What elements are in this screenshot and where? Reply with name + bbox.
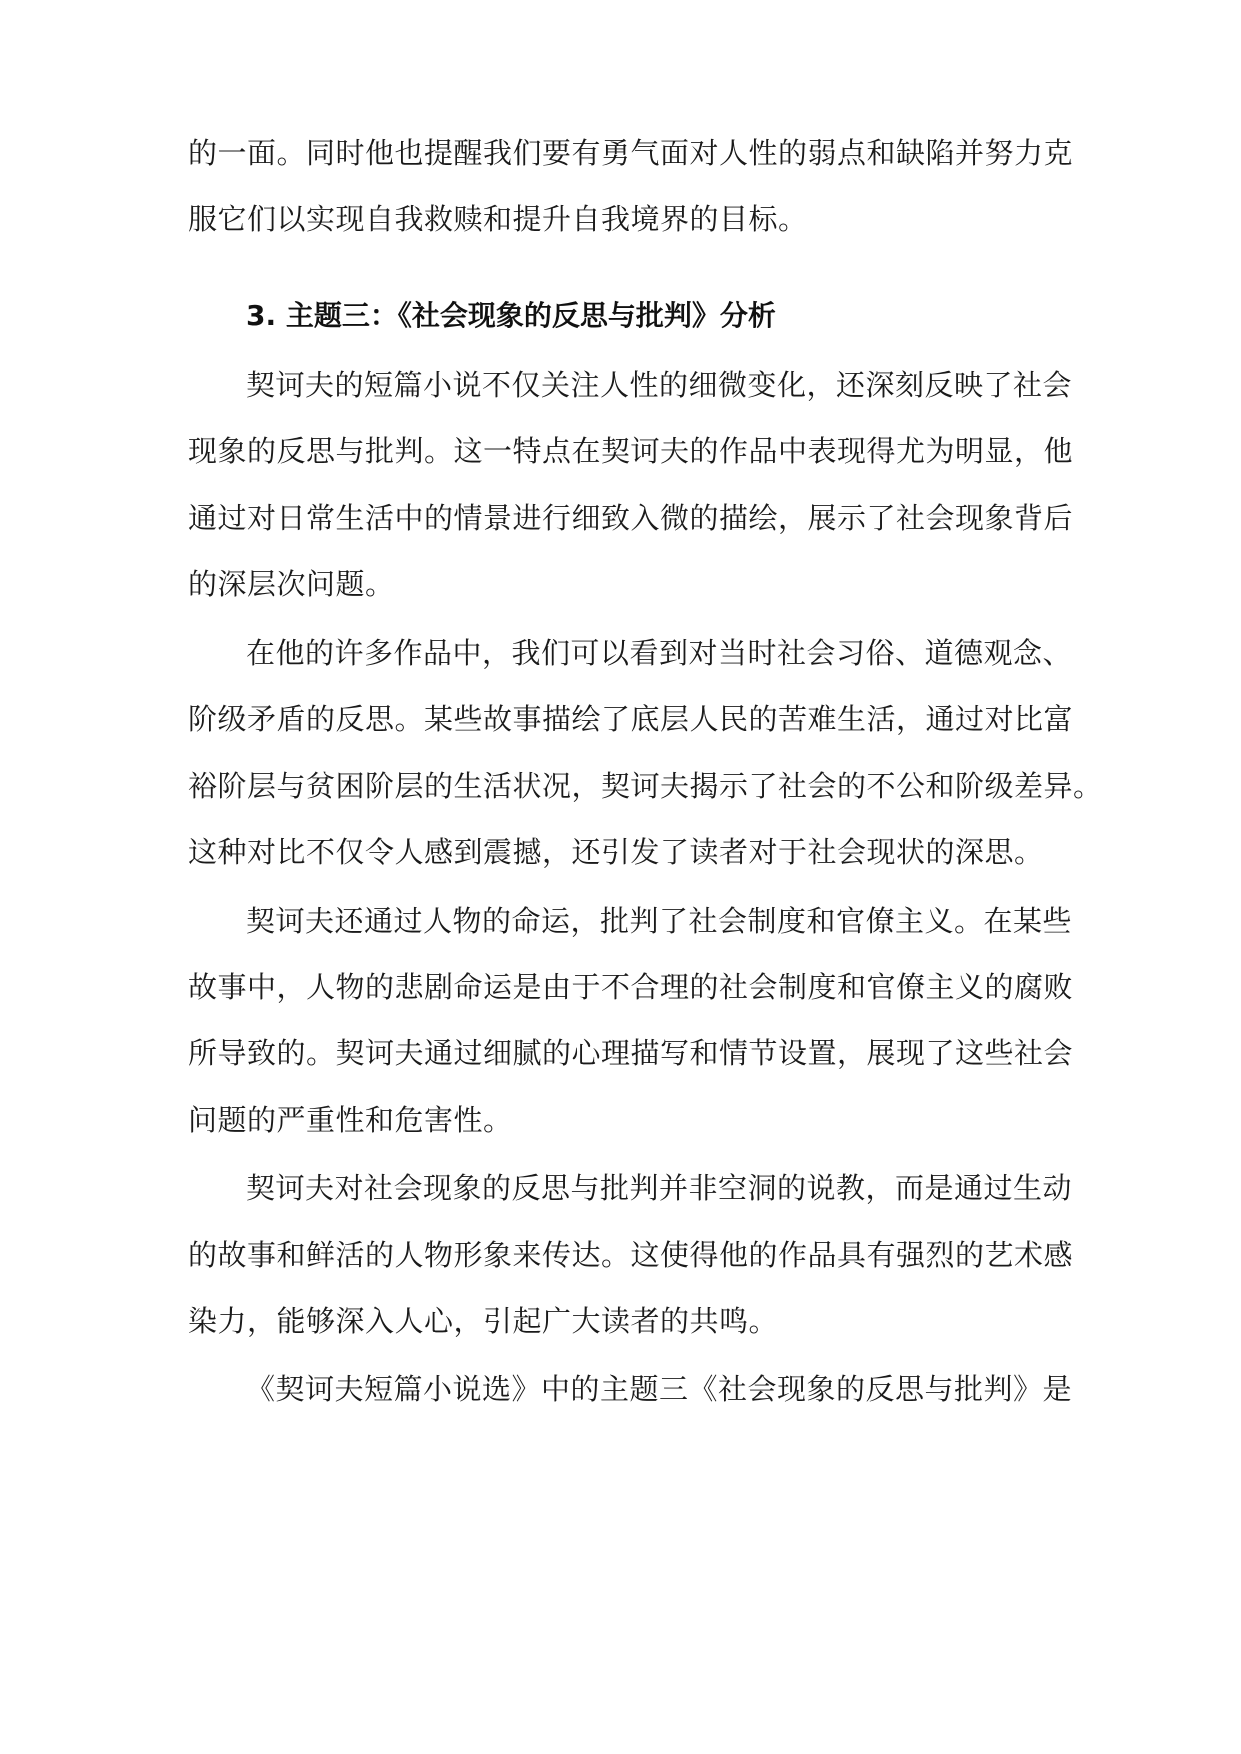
paragraph-line: 这种对比不仅令人感到震撼，还引发了读者对于社会现状的深思。 (188, 835, 1044, 869)
paragraph-line: 所导致的。契诃夫通过细腻的心理描写和情节设置，展现了这些社会 (188, 1036, 1074, 1070)
paragraph-line: 的深层次问题。 (188, 567, 395, 601)
paragraph-line: 的一面。同时他也提醒我们要有勇气面对人性的弱点和缺陷并努力克 (188, 136, 1074, 170)
paragraph-line: 故事中，人物的悲剧命运是由于不合理的社会制度和官僚主义的腐败 (188, 970, 1074, 1004)
paragraph-line: 的故事和鲜活的人物形象来传达。这使得他的作品具有强烈的艺术感 (188, 1238, 1074, 1272)
section-heading: 3. 主题三：《社会现象的反思与批判》分析 (246, 299, 776, 332)
paragraph-line: 《契诃夫短篇小说选》中的主题三《社会现象的反思与批判》是 (246, 1372, 1073, 1406)
paragraph-line: 裕阶层与贫困阶层的生活状况，契诃夫揭示了社会的不公和阶级差异。 (188, 769, 1103, 803)
paragraph-line: 服它们以实现自我救赎和提升自我境界的目标。 (188, 202, 808, 236)
paragraph-line: 契诃夫的短篇小说不仅关注人性的细微变化，还深刻反映了社会 (246, 368, 1073, 402)
paragraph-line: 阶级矛盾的反思。某些故事描绘了底层人民的苦难生活，通过对比富 (188, 702, 1074, 736)
paragraph-line: 通过对日常生活中的情景进行细致入微的描绘，展示了社会现象背后 (188, 501, 1074, 535)
paragraph-line: 在他的许多作品中，我们可以看到对当时社会习俗、道德观念、 (246, 636, 1073, 670)
paragraph-line: 契诃夫对社会现象的反思与批判并非空洞的说教，而是通过生动 (246, 1171, 1073, 1205)
paragraph-line: 契诃夫还通过人物的命运，批判了社会制度和官僚主义。在某些 (246, 904, 1073, 938)
paragraph-line: 现象的反思与批判。这一特点在契诃夫的作品中表现得尤为明显，他 (188, 434, 1074, 468)
paragraph-line: 问题的严重性和危害性。 (188, 1103, 513, 1137)
paragraph-line: 染力，能够深入人心，引起广大读者的共鸣。 (188, 1304, 779, 1338)
